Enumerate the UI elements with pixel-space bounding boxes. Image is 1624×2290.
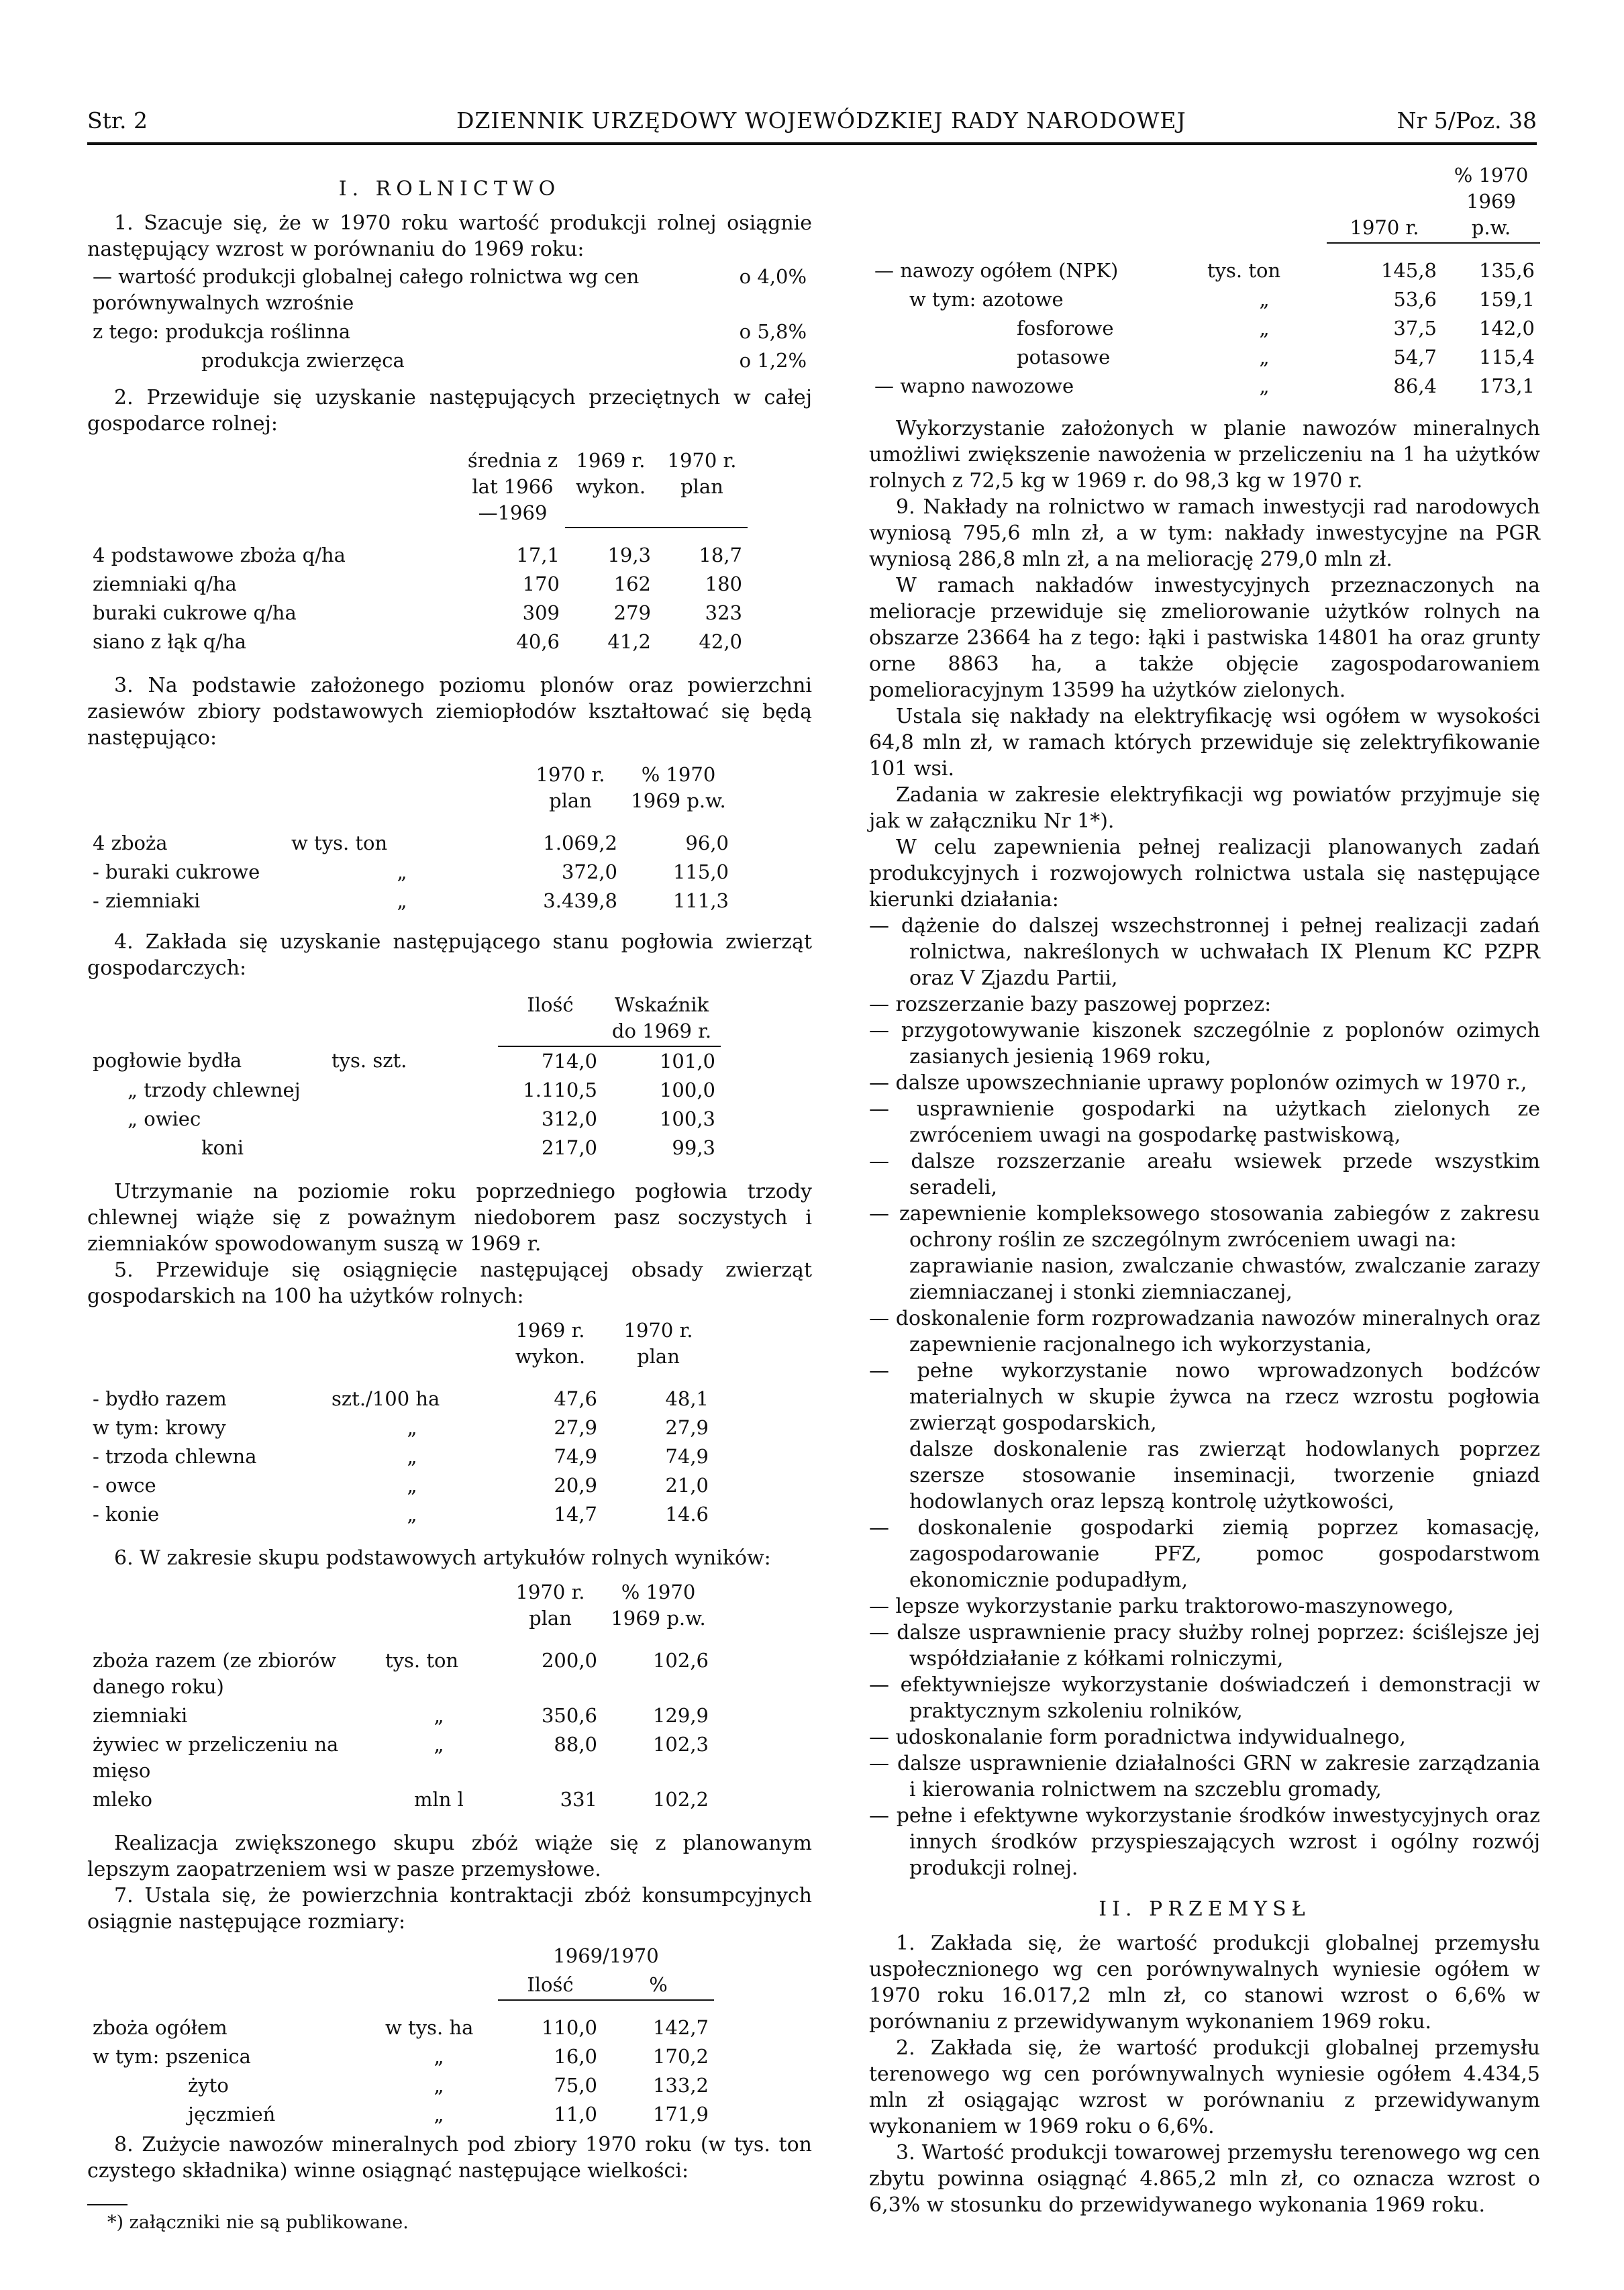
table-header: Ilość Wskaźnik do 1969 r. [87, 991, 721, 1046]
table-row: mleko mln l 331 102,2 [93, 1788, 709, 1811]
paragraph-9c: Ustala się nakłady na elektryfikację wsi ogółem w wysokości 64,8 mln zł, w ramach których przewiduje się zelektryfikowanie 101 wsi. [869, 705, 1540, 781]
page-header [87, 101, 1537, 141]
list-item: zaprawianie nasion, zwalczanie chwastów, zwalczanie zarazy ziemniaczanej i stonki ziemniaczanej, [909, 1254, 1540, 1304]
paragraph-6: 6. W zakresie skupu podstawowych artykułów rolnych wyników: [114, 1546, 771, 1570]
table-fertilizers [869, 161, 1540, 401]
journal-title: DZIENNIK URZĘDOWY WOJEWÓDZKIEJ RADY NARODOWEJ [456, 107, 1186, 134]
table-row: — nawozy ogółem (NPK) tys. ton 145,8 135,6 [874, 259, 1535, 282]
table-row: buraki cukrowe q/ha 309 279 323 [93, 601, 742, 624]
paragraph-8: 8. Zużycie nawozów mineralnych pod zbiory 1970 roku (w tys. ton czystego składnika) winne osiągnąć następujące wielkości: [87, 2133, 812, 2183]
list-item: — usprawnienie gospodarki na użytkach zielonych ze zwróceniem uwagi na gospodarkę pastwiskową, [869, 1097, 1540, 1147]
list-item: — efektywniejsze wykorzystanie doświadczeń i demonstracji w praktycznym szkoleniu rolników, [869, 1673, 1540, 1723]
table-row: — wartość produkcji globalnej całego rolnictwa wg cen porównywalnych wzrośnie o 4,0% [93, 265, 807, 314]
list-item: — dalsze usprawnienie działalności GRN w zakresie zarządzania i kierowania rolnictwem na szczeblu gromady, [869, 1752, 1540, 1801]
paragraph-4: 4. Zakłada się uzyskanie następującego stanu pogłowia zwierząt gospodarczych: [87, 930, 812, 980]
paragraph-7: 7. Ustala się, że powierzchnia kontraktacji zbóż konsumpcyjnych osiągnie następujące rozmiary: [87, 1884, 812, 1934]
table-row: — wapno nawozowe „ 86,4 173,1 [874, 375, 1535, 397]
footnote: *) załączniki nie są publikowane. [107, 2212, 409, 2233]
table-header: 1969 r. wykon. 1970 r. plan [515, 1319, 693, 1368]
table-row: siano z łąk q/ha 40,6 41,2 42,0 [93, 630, 742, 653]
list-item: — doskonalenie form rozprowadzania nawozów mineralnych oraz zapewnienie racjonalnego ich wykorzystania, [869, 1307, 1540, 1356]
section-title-agriculture: I. ROLNICTWO [338, 177, 561, 201]
list-item: — dalsze usprawnienie pracy służby rolnej poprzez: ściślejsze jej współdziałanie z kółkami rolniczymi, [869, 1621, 1540, 1671]
list-item: — udoskonalanie form poradnictwa indywidualnego, [869, 1726, 1406, 1749]
table-header: 1970 r. plan % 1970 1969 p.w. [515, 1581, 706, 1630]
table-row: produkcja zwierzęca o 1,2% [201, 349, 807, 372]
page-number: Str. 2 [87, 107, 148, 134]
right-column [869, 161, 1540, 2218]
table-row: w tym: krowy „ 27,9 27,9 [93, 1416, 709, 1439]
list-item: — zapewnienie kompleksowego stosowania zabiegów z zakresu ochrony roślin ze szczególnym zwróceniem uwagi na: [869, 1202, 1540, 1252]
table-row: żyto „ 75,0 133,2 [188, 2074, 709, 2097]
table-row: - buraki cukrowe „ 372,0 115,0 [93, 860, 729, 883]
list-item: — dalsze rozszerzanie areału wsiewek przede wszystkim seradeli, [869, 1150, 1540, 1199]
list-item: — lepsze wykorzystanie parku traktorowo-maszynowego, [869, 1595, 1454, 1618]
table-row: zboża ogółem w tys. ha 110,0 142,7 [93, 2016, 709, 2039]
paragraph-4-note: Utrzymanie na poziomie roku poprzedniego pogłowia trzody chlewnej wiąże się z poważnym niedoborem pasz soczystych i ziemniaków spowodowanym suszą w 1969 r. [87, 1180, 812, 1256]
table-row: - bydło razem szt./100 ha 47,6 48,1 [93, 1387, 709, 1410]
table-row: 4 podstawowe zboża q/ha 17,1 19,3 18,7 [93, 544, 742, 566]
table-row: ziemniaki q/ha 170 162 180 [93, 572, 742, 595]
table-row: żywiec w przeliczeniu na mięso „ 88,0 102,3 [93, 1733, 709, 1782]
list-item: — pełne i efektywne wykorzystanie środków inwestycyjnych oraz innych środków przyspieszających wzrost i ogólny rozwój produkcji rolnej. [869, 1804, 1540, 1880]
table-row: jęczmień „ 11,0 171,9 [188, 2103, 709, 2126]
list-item: — dążenie do dalszej wszechstronnej i pełnej realizacji zadań rolnictwa, nakreślonych w uchwałach IX Plenum KC PZPR oraz V Zjazdu Partii, [869, 914, 1540, 990]
table-row: zboża razem (ze zbiorów danego roku) tys. ton 200,0 102,6 [93, 1649, 709, 1698]
list-item: — pełne wykorzystanie nowo wprowadzonych bodźców materialnych w skupie żywca na rzecz wzrostu pogłowia zwierząt gospodarskich, [869, 1359, 1540, 1435]
paragraph-6-note: Realizacja zwiększonego skupu zbóż wiąże się z planowanym lepszym zaopatrzeniem wsi w pasze przemysłowe. [87, 1832, 812, 1881]
section-title-industry: II. PRZEMYSŁ [1099, 1897, 1311, 1921]
table-livestock [87, 991, 721, 1162]
table-row: pogłowie bydła tys. szt. 714,0 101,0 [93, 1049, 715, 1073]
table-row: „ trzody chlewnej 1.110,5 100,0 [128, 1079, 715, 1101]
table-harvest [87, 760, 734, 915]
table-row: ziemniaki „ 350,6 129,9 [93, 1704, 709, 1727]
list-item: — dalsze upowszechnianie uprawy poplonów ozimych w 1970 r., [869, 1071, 1527, 1095]
table-density [87, 1316, 714, 1529]
paragraph-10: W celu zapewnienia pełnej realizacji planowanych zadań produkcyjnych i rozwojowych rolnictwa ustala się następujące kierunki działania: [869, 836, 1540, 911]
paragraph-9b: W ramach nakładów inwestycyjnych przeznaczonych na melioracje przewiduje się zmeliorowanie użytków rolnych na obszarze 23664 ha z tego: łąki i pastwiska 14801 ha oraz grunty orne 8863 ha, a także objęcie zagospodarowaniem pomelioracyjnym 13599 ha użytków zielonych. [869, 574, 1540, 702]
table-header: Ilość % [87, 1971, 714, 2000]
paragraph-5: 5. Przewiduje się osiągnięcie następującej obsady zwierząt gospodarskich na 100 ha użytków rolnych: [87, 1258, 812, 1308]
table-header: 1970 r. plan % 1970 1969 p.w. [536, 763, 726, 812]
table-row: w tym: pszenica „ 16,0 170,2 [93, 2045, 709, 2068]
list-item: — rozszerzanie bazy paszowej poprzez: [869, 993, 1272, 1016]
table-header: 1970 r. % 1970 1969 p.w. [869, 161, 1540, 243]
footnote-rule [87, 2204, 128, 2205]
table-row: fosforowe „ 37,5 142,0 [1017, 317, 1535, 340]
issue-number: Nr 5/Poz. 38 [1397, 107, 1537, 134]
table-row: potasowe „ 54,7 115,4 [1017, 346, 1535, 368]
table-growth [87, 262, 812, 375]
table-row: koni 217,0 99,3 [201, 1136, 715, 1159]
table-header: 1969/1970 [553, 1944, 659, 1967]
table-procurement [87, 1578, 714, 1814]
industry-paragraph-3: 3. Wartość produkcji towarowej przemysłu terenowego wg cen zbytu powinna osiągnąć 4.865,2 mln zł, co oznacza wzrost o 6,3% w stosunku do przewidywanego wykonania 1969 roku. [869, 2141, 1540, 2217]
paragraph-9: 9. Nakłady na rolnictwo w ramach inwestycji rad narodowych wyniosą 795,6 mln zł, a w tym: nakłady inwestycyjne na PGR wyniosą 286,8 mln zł, a na meliorację 279,0 mln zł. [869, 495, 1540, 571]
paragraph-2: 2. Przewiduje się uzyskanie następujących przeciętnych w całej gospodarce rolnej: [87, 386, 812, 436]
paragraph-1: 1. Szacuje się, że w 1970 roku wartość produkcji rolnej osiągnie następujący wzrost w porównaniu do 1969 roku: [87, 211, 812, 261]
list-item: — przygotowywanie kiszonek szczególnie z poplonów ozimych zasianych jesienią 1969 roku, [869, 1019, 1540, 1068]
table-row: - konie „ 14,7 14.6 [93, 1503, 709, 1526]
table-contracts [87, 1942, 714, 2129]
table-row: - ziemniaki „ 3.439,8 111,3 [93, 889, 729, 912]
paragraph-9d: Zadania w zakresie elektryfikacji wg powiatów przyjmuje się jak w załączniku Nr 1*). [869, 783, 1540, 833]
list-item: dalsze doskonalenie ras zwierząt hodowlanych poprzez szersze stosowanie inseminacji, tworzenie gniazd hodowlanych oraz lepszą kontrolę użytkowości, [909, 1438, 1540, 1513]
industry-paragraph-2: 2. Zakłada się, że wartość produkcji globalnej przemysłu terenowego wg cen porównywalnych wyniesie ogółem 4.434,5 mln zł osiągając wzrost w porównaniu z przewidywanym wykonaniem w 1969 roku o 6,6%. [869, 2036, 1540, 2138]
table-row: w tym: azotowe „ 53,6 159,1 [909, 288, 1535, 311]
table-row: 4 zboża w tys. ton 1.069,2 96,0 [93, 832, 729, 854]
industry-paragraph-1: 1. Zakłada się, że wartość produkcji globalnej przemysłu uspołecznionego wg cen porównywalnych wyniesie ogółem w 1970 roku 16.017,2 mln zł, co stanowi wzrost o 6,6% w porównaniu z przewidywanym wykonaniem 1969 roku. [869, 1932, 1540, 2034]
table-header: średnia z lat 1966—1969 1969 r. wykon. 1970 r. plan [87, 446, 748, 528]
paragraph-3: 3. Na podstawie założonego poziomu plonów oraz powierzchni zasiewów zbiory podstawowych ziemiopłodów kształtować się będą następująco: [87, 674, 812, 750]
table-row: - trzoda chlewna „ 74,9 74,9 [93, 1445, 709, 1468]
table-row: z tego: produkcja roślinna o 5,8% [93, 320, 807, 343]
list-item: — doskonalenie gospodarki ziemią poprzez komasację, zagospodarowanie PFZ, pomoc gospodarstwom ekonomicznie podupadłym, [869, 1516, 1540, 1592]
table-row: „ owiec 312,0 100,3 [128, 1107, 715, 1130]
table-row: - owce „ 20,9 21,0 [93, 1474, 709, 1497]
left-column [87, 161, 812, 2236]
table-yields [87, 446, 748, 656]
paragraph-8-note: Wykorzystanie założonych w planie nawozów mineralnych umożliwi zwiększenie nawożenia w przeliczeniu na 1 ha użytków rolnych z 72,5 kg w 1969 r. do 98,3 kg w 1970 r. [869, 417, 1540, 493]
header-rule [87, 142, 1537, 145]
directions-list [869, 913, 1540, 1881]
